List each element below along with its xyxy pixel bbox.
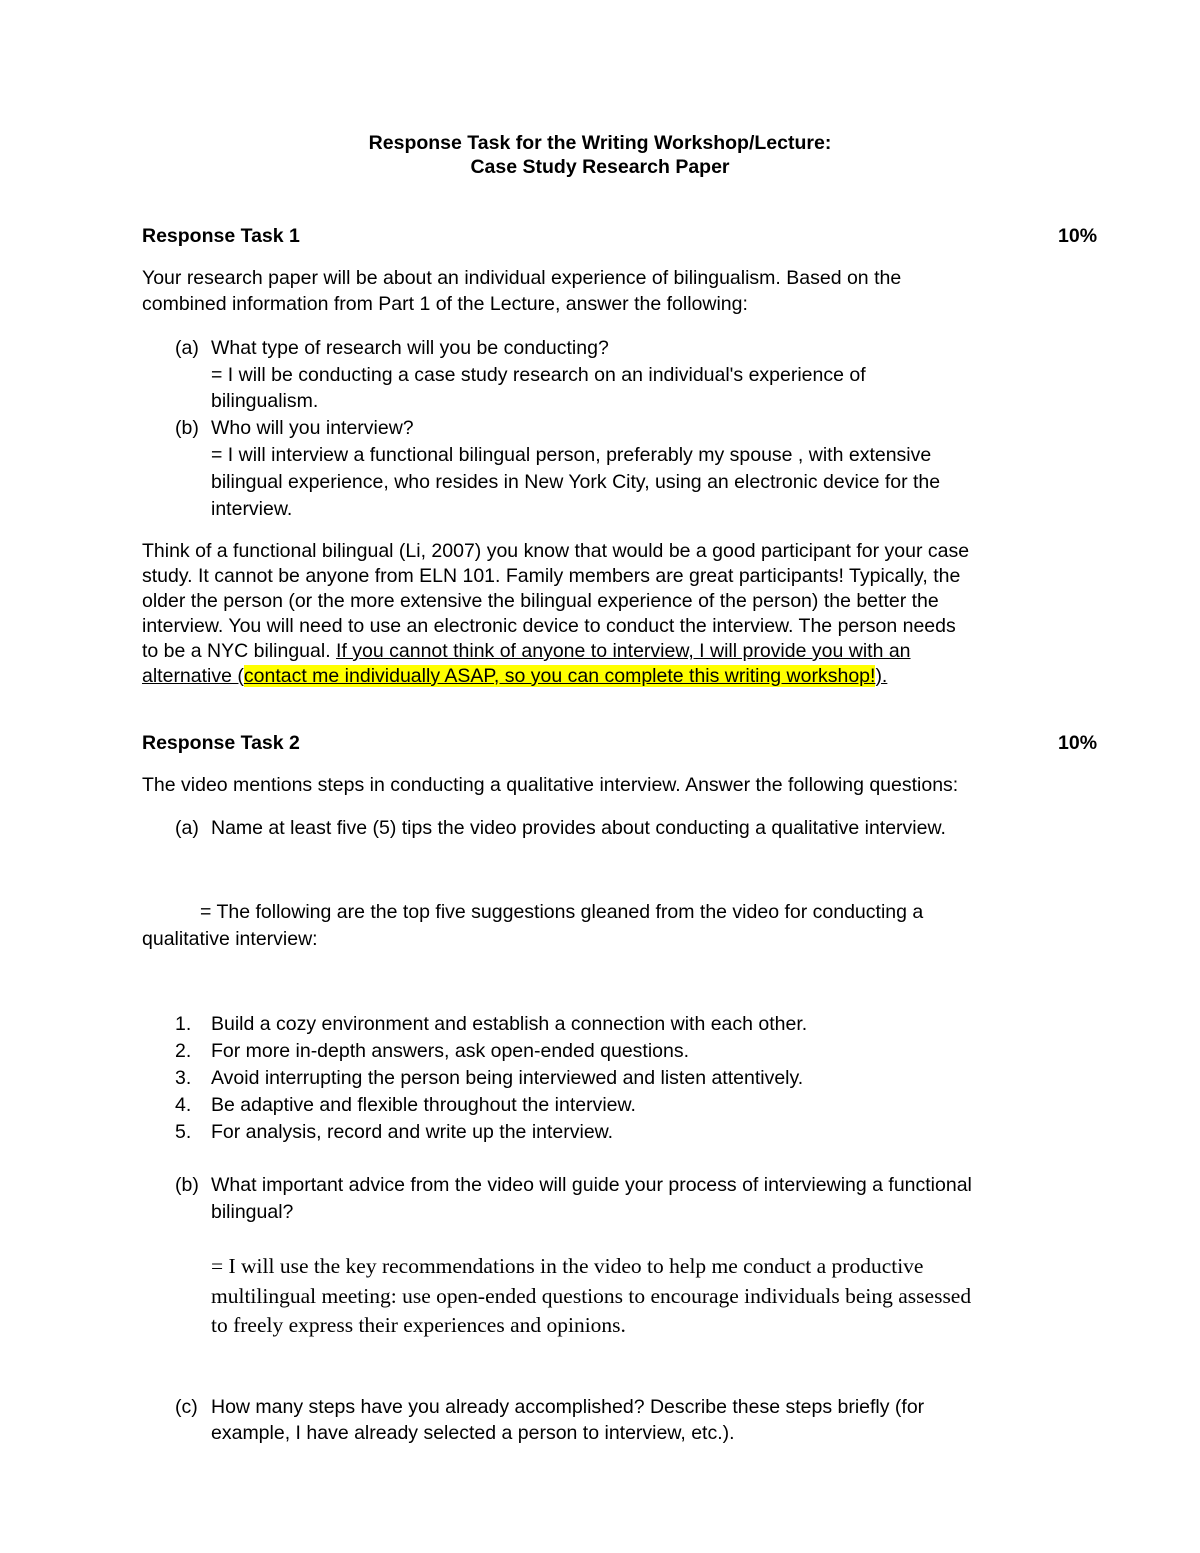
list-item [175,1119,613,1145]
task1-question-a-label: (a) [175,337,199,359]
list-item [175,1011,807,1037]
list-item-text: Build a cozy environment and establish a connection with each other. [211,1013,808,1035]
document-title: Response Task for the Writing Workshop/Lecture: [368,132,832,154]
list-item-text: For more in-depth answers, ask open-ended questions. [211,1040,690,1062]
paragraph-underlined-text: alternative ( [142,665,244,687]
highlighted-contact-note: contact me individually ASAP, so you can complete this writing workshop! [243,665,876,687]
task1-question-b-label: (b) [175,417,199,439]
list-item [175,1092,636,1118]
task1-heading: Response Task 1 [142,225,300,247]
task2-question-a-label: (a) [175,817,199,839]
task1-answer-b-line: interview. [211,498,293,520]
list-item-number: 2. [175,1040,192,1062]
task2-heading: Response Task 2 [142,732,300,754]
list-item [175,1065,803,1091]
task1-weight: 10% [1058,225,1098,247]
list-item-number: 3. [175,1067,192,1089]
paragraph-underlined-text: ). [875,665,888,687]
task2-weight: 10% [1058,732,1098,754]
paragraph-plain-text: to be a NYC bilingual. [142,640,337,662]
list-item-number: 4. [175,1094,192,1116]
task2-question-a: Name at least five (5) tips the video provides about conducting a qualitative interview. [211,817,946,839]
task1-paragraph-line: older the person (or the more extensive the bilingual experience of the person) the better the [142,590,939,612]
task1-question-a: What type of research will you be conducting? [211,337,609,359]
task2-answer-a-line: = The following are the top five suggestions gleaned from the video for conducting a [200,901,924,923]
paragraph-underlined-text: If you cannot think of anyone to interview, I will provide you with an [336,640,911,662]
list-item-text: For analysis, record and write up the interview. [211,1121,614,1143]
task1-paragraph-line: study. It cannot be anyone from ELN 101. Family members are great participants! Typically, the [142,565,961,587]
list-item-text: Be adaptive and flexible throughout the interview. [211,1094,636,1116]
document-subtitle: Case Study Research Paper [470,156,730,178]
task1-intro-line: combined information from Part 1 of the Lecture, answer the following: [142,293,748,315]
list-item-text: Avoid interrupting the person being interviewed and listen attentively. [211,1067,804,1089]
list-item-number: 1. [175,1013,192,1035]
task2-answer-b-line: = I will use the key recommendations in the video to help me conduct a productive [211,1254,924,1278]
task2-question-c-label: (c) [175,1396,198,1418]
task1-paragraph-line: Think of a functional bilingual (Li, 2007) you know that would be a good participant for your case [142,540,970,562]
task1-paragraph-line [142,638,911,664]
task1-intro-line: Your research paper will be about an individual experience of bilingualism. Based on the [142,267,902,289]
task2-answer-a-line: qualitative interview: [142,928,318,950]
task1-answer-a-line: bilingualism. [211,390,319,412]
task2-answer-b-line: to freely express their experiences and opinions. [211,1313,626,1337]
task2-question-c: example, I have already selected a person to interview, etc.). [211,1422,735,1444]
list-item-number: 5. [175,1121,192,1143]
task1-paragraph-line: interview. You will need to use an electronic device to conduct the interview. The person needs [142,615,956,637]
task2-question-c: How many steps have you already accomplished? Describe these steps briefly (for [211,1396,925,1418]
list-item [175,1038,689,1064]
task1-paragraph-line [142,663,887,689]
task1-question-b: Who will you interview? [211,417,414,439]
task2-question-b: bilingual? [211,1201,294,1223]
task2-question-b-label: (b) [175,1174,199,1196]
task2-question-b: What important advice from the video will guide your process of interviewing a functional [211,1174,972,1196]
task2-answer-b-line: multilingual meeting: use open-ended questions to encourage individuals being assessed [211,1284,972,1308]
task2-intro: The video mentions steps in conducting a qualitative interview. Answer the following questions: [142,774,959,796]
task1-answer-b-line: bilingual experience, who resides in New York City, using an electronic device for the [211,471,941,493]
task1-answer-a-line: = I will be conducting a case study research on an individual's experience of [211,364,866,386]
task1-answer-b-line: = I will interview a functional bilingual person, preferably my spouse , with extensive [211,444,932,466]
